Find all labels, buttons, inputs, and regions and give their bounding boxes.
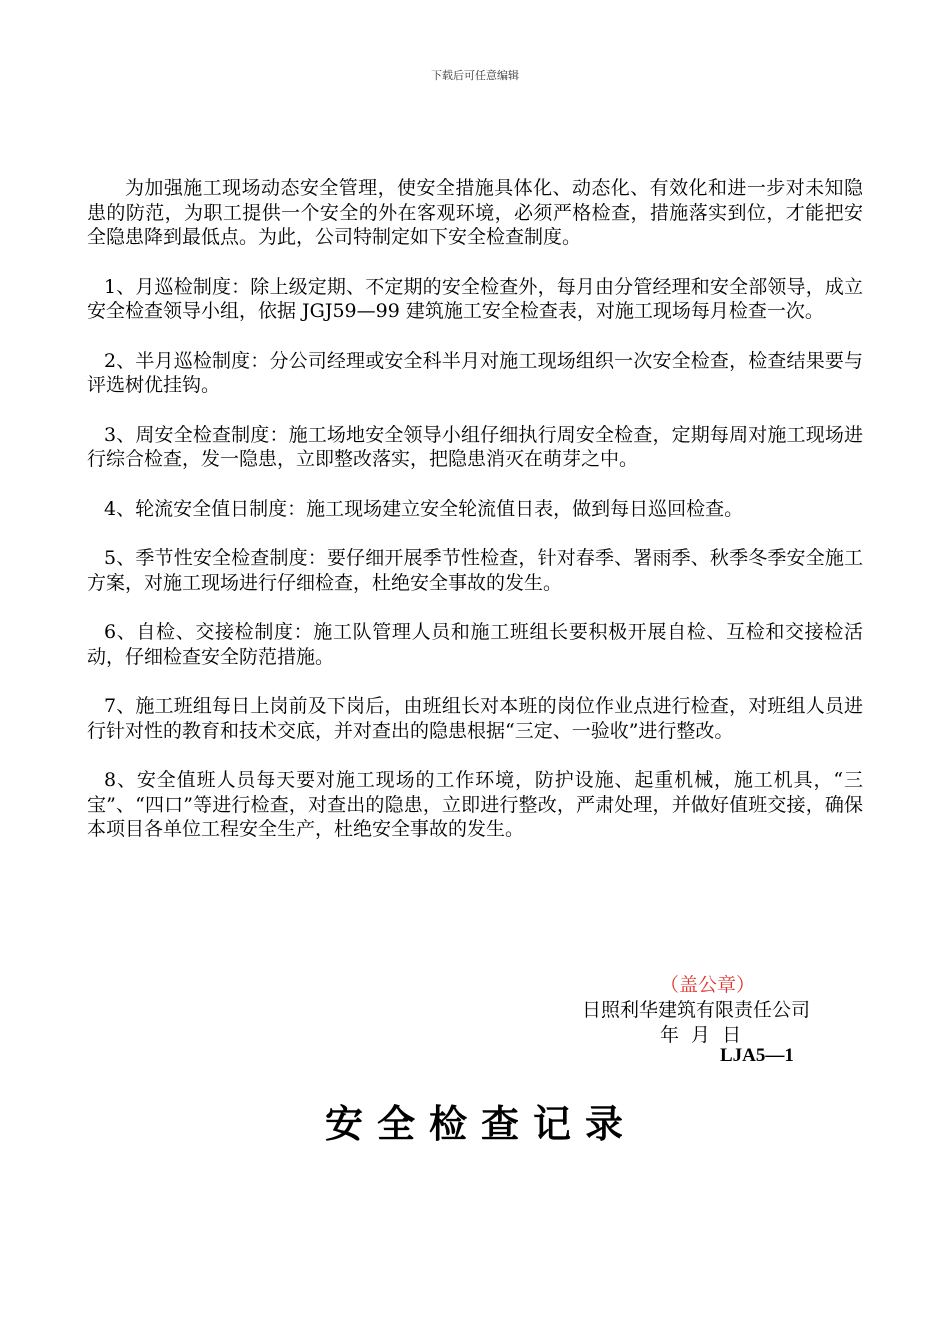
record-title: 安全检查记录 (324, 1101, 637, 1146)
rule-item-6: 6、自检、交接检制度：施工队管理人员和施工班组长要积极开展自检、互检和交接检活动，仔细检查安全防范措施。 (87, 621, 863, 668)
rule-item-7: 7、施工班组每日上岗前及下岗后，由班组长对本班的岗位作业点进行检查，对班组人员进行针对性的教育和技术交底，并对查出的隐患根据“三定、一验收”进行整改。 (87, 695, 863, 742)
date-line: 年 月 日 (660, 1024, 742, 1046)
document-body (87, 176, 863, 867)
rule-item-2: 2、半月巡检制度：分公司经理或安全科半月对施工现场组织一次安全检查，检查结果要与评选树优挂钩。 (87, 349, 863, 396)
company-name: 日照利华建筑有限责任公司 (582, 999, 811, 1021)
seal-placeholder: （盖公章） (660, 974, 756, 996)
rule-item-3: 3、周安全检查制度：施工场地安全领导小组仔细执行周安全检查，定期每周对施工现场进行综合检查，发一隐患，立即整改落实，把隐患消灭在萌芽之中。 (87, 423, 863, 470)
header-note: 下载后可任意编辑 (431, 69, 519, 82)
rule-item-1: 1、月巡检制度：除上级定期、不定期的安全检查外，每月由分管经理和安全部领导，成立安全检查领导小组，依据 JGJ59—99 建筑施工安全检查表，对施工现场每月检查一次。 (87, 275, 863, 322)
document-code: LJA5—1 (720, 1045, 794, 1066)
rule-item-5: 5、季节性安全检查制度：要仔细开展季节性检查，针对春季、署雨季、秋季冬季安全施工方案，对施工现场进行仔细检查，杜绝安全事故的发生。 (87, 547, 863, 594)
rule-item-8: 8、安全值班人员每天要对施工现场的工作环境，防护设施、起重机械，施工机具，“三宝”、“四口”等进行检查，对查出的隐患，立即进行整改，严肃处理，并做好值班交接，确保本项目各单位工程安全生产，杜绝安全事故的发生。 (87, 769, 863, 840)
rule-item-4: 4、轮流安全值日制度：施工现场建立安全轮流值日表，做到每日巡回检查。 (104, 497, 744, 520)
intro-paragraph: 为加强施工现场动态安全管理，使安全措施具体化、动态化、有效化和进一步对未知隐患的防范，为职工提供一个安全的外在客观环境，必须严格检查，措施落实到位，才能把安全隐患降到最低点。为此，公司特制定如下安全检查制度。 (87, 177, 863, 248)
